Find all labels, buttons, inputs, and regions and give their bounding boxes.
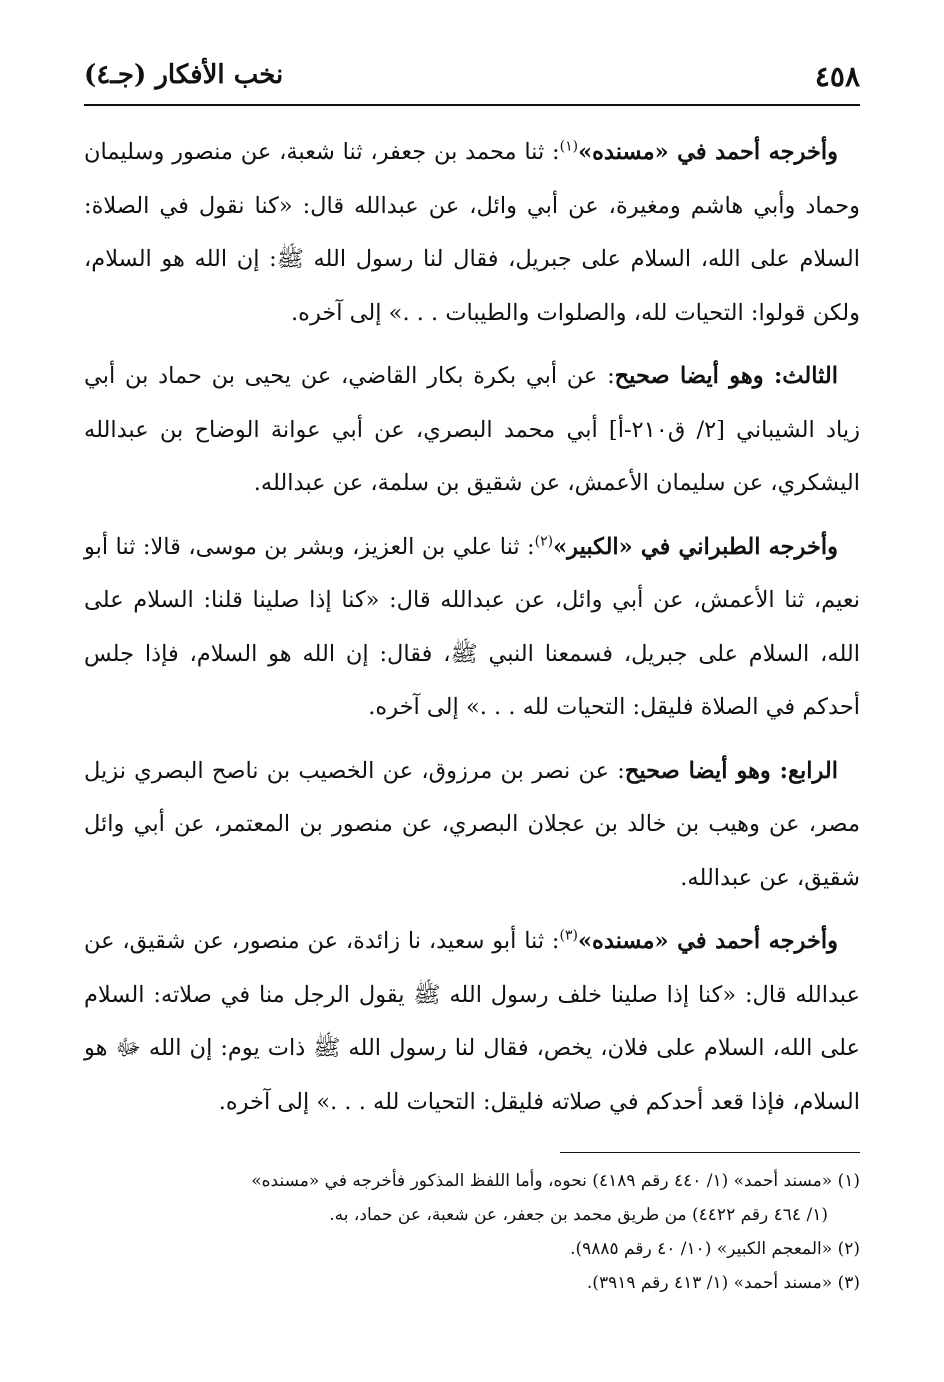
footnote-ref: (٣) [559,927,578,944]
paragraph [84,350,860,511]
footnote-ref: (٢) [534,533,554,549]
paragraph-lead: وأخرجه الطبراني في «الكبير» [553,533,838,560]
footnote-ref: (١) [559,138,579,155]
footnotes [84,1164,860,1300]
paragraph-text: : ثنا محمد بن جعفر، ثنا شعبة، عن منصور وسليمان وحماد وأبي هاشم ومغيرة، عن أبي وائل، عن عبدالله قال: «كنا نقول في الصلاة: السلام على الله، السلام على جبريل، فقال لنا رسول الله ﷺ: إن الله هو السلام، ولكن قولوا: التحيات لله، والصلوات والطيبات . . .» إلى آخره. [84,139,860,326]
page-number: ٤٥٨ [814,60,860,93]
paragraph-lead: الثالث: وهو أيضا صحيح [614,363,839,389]
paragraph-text: : عن أبي بكرة بكار القاضي، عن يحيى بن حماد بن أبي زياد الشيباني [٢/ ق٢١٠-أ] أبي محمد البصري، عن أبي عوانة الوضاح بن عبدالله اليشكري، عن سليمان الأعمش، عن شقيق بن سلمة، عن عبدالله. [84,363,860,496]
footnote-divider [560,1152,860,1153]
footnote: (٣) «مسند أحمد» (١/ ٤١٣ رقم ٣٩١٩). [586,1273,860,1293]
paragraph [84,915,860,1129]
paragraph-text: : عن نصر بن مرزوق، عن الخصيب بن ناصح البصري نزيل مصر، عن وهيب بن خالد بن عجلان البصري، عن منصور بن المعتمر، عن أبي وائل شقيق، عن عبدالله. [84,757,860,891]
paragraph-text: : ثنا أبو سعيد، نا زائدة، عن منصور، عن شقيق، عن عبدالله قال: «كنا إذا صلينا خلف رسول الله ﷺ يقول الرجل منا في صلاته: السلام على الله، السلام على فلان، يخص، فقال لنا رسول الله ﷺ ذات يوم: إن الله ﷻ هو السلام، فإذا قعد أحدكم في صلاته فليقل: التحيات لله . . .» إلى آخره. [84,928,860,1115]
page-header [84,58,860,102]
paragraph-lead: وأخرجه أحمد في «مسنده» [577,928,838,954]
paragraph-text: : ثنا علي بن العزيز، وبشر بن موسى، قالا: ثنا أبو نعيم، ثنا الأعمش، عن أبي وائل، عن عبدالله قال: «كنا إذا صلينا قلنا: السلام على الله، السلام على جبريل، فسمعنا النبي ﷺ، فقال: إن الله هو السلام، فإذا جلس أحدكم في الصلاة فليقل: التحيات لله . . .» إلى آخره. [84,533,860,720]
paragraph [84,521,860,735]
paragraph-lead: وأخرجه أحمد في «مسنده» [578,139,838,165]
header-divider [84,104,860,106]
footnote: (٢) «المعجم الكبير» (١٠/ ٤٠ رقم ٩٨٨٥). [570,1239,860,1259]
paragraph [84,745,860,906]
paragraph [84,126,860,340]
book-title: نخب الأفكار (جـ٤) [84,60,284,90]
footnote: (١) «مسند أحمد» (١/ ٤٤٠ رقم ٤١٨٩) نحوه، وأما اللفظ المذكور فأخرجه في «مسنده» [251,1171,860,1191]
main-text [84,126,860,1139]
footnote-continuation: (١/ ٤٦٤ رقم ٤٤٢٢) من طريق محمد بن جعفر، عن شعبة، عن حماد، به. [329,1205,828,1225]
paragraph-lead: الرابع: وهو أيضا صحيح [624,757,839,784]
